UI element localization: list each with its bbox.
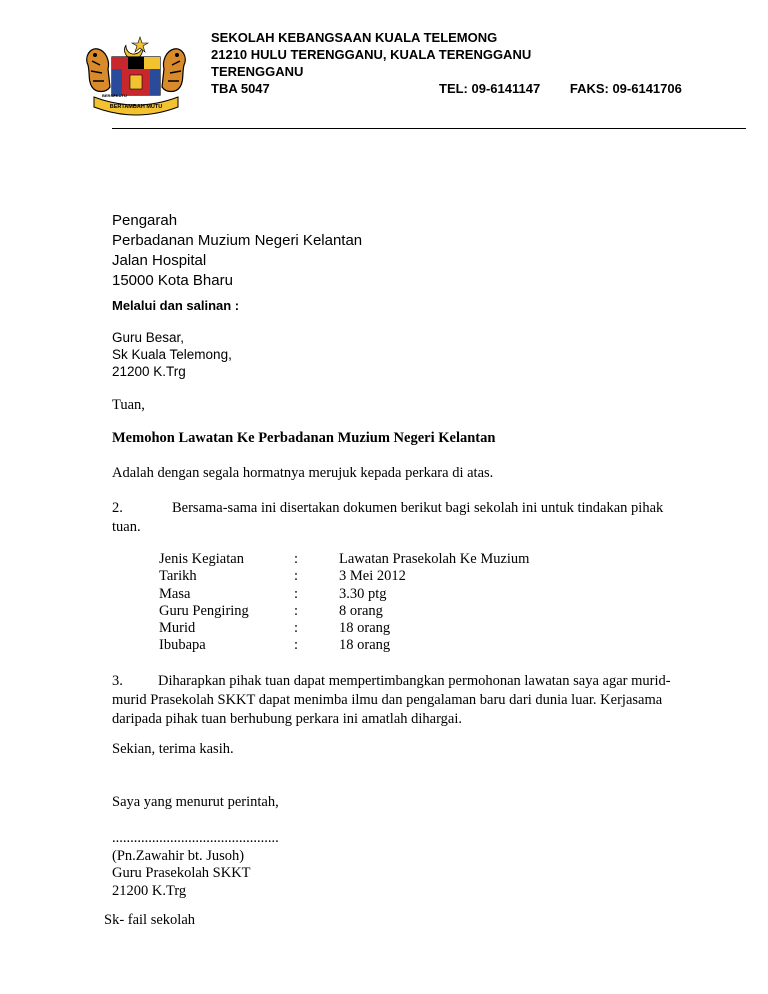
detail-label: Tarikh xyxy=(159,568,197,585)
detail-label: Murid xyxy=(159,620,196,637)
paragraph-text: Bersama-sama ini disertakan dokumen berikut bagi sekolah ini untuk tindakan pihak tuan. xyxy=(112,500,664,535)
recipient-line: Perbadanan Muzium Negeri Kelantan xyxy=(112,232,363,249)
left-tiger-icon xyxy=(87,49,110,92)
detail-value: 3.30 ptg xyxy=(339,585,387,602)
paragraph-number: 3. xyxy=(112,673,123,689)
subject-line: Memohon Lawatan Ke Perbadanan Muzium Negeri Kelantan xyxy=(112,430,496,446)
signatory-title: Guru Prasekolah SKKT xyxy=(112,865,251,881)
motto-ribbon xyxy=(94,93,178,115)
detail-value: 8 orang xyxy=(339,602,383,619)
detail-row xyxy=(159,637,529,654)
paragraph-1: Adalah dengan segala hormatnya merujuk kepada perkara di atas. xyxy=(112,465,494,481)
detail-separator: : xyxy=(294,551,299,567)
detail-value: 18 orang xyxy=(339,637,391,654)
carbon-copy: Sk- fail sekolah xyxy=(104,912,196,928)
contact-line xyxy=(211,80,682,97)
via-address xyxy=(112,329,232,380)
detail-separator: : xyxy=(294,602,299,619)
recipient-line: Pengarah xyxy=(112,212,178,229)
letterhead xyxy=(211,29,682,97)
detail-row xyxy=(159,568,529,585)
detail-value: Lawatan Prasekolah Ke Muzium xyxy=(339,551,530,567)
signature-intro: Saya yang menurut perintah, xyxy=(112,794,279,810)
school-address-line1: 21210 HULU TERENGGANU, KUALA TERENGGANU xyxy=(211,47,532,62)
school-address-line2: TERENGGANU xyxy=(211,64,304,79)
crest-motto: BERTAMBAH MUTU xyxy=(109,104,163,110)
visit-details-list xyxy=(159,551,529,655)
detail-row xyxy=(159,551,529,568)
paragraph-3 xyxy=(112,672,672,729)
paragraph-2 xyxy=(112,499,672,537)
recipient-line: 15000 Kota Bharu xyxy=(112,272,233,289)
detail-row xyxy=(159,620,529,637)
paragraph-text: Diharapkan pihak tuan dapat mempertimbangkan permohonan lawatan saya agar murid-murid Prasekolah SKKT dapat menimba ilmu dan pengalaman baru dari dunia luar. Kerjasama daripada pihak tuan berhubung perkara ini amatlah dihargai. xyxy=(112,673,671,727)
signatory-place: 21200 K.Trg xyxy=(112,882,187,899)
signature-line: .............................................. xyxy=(112,830,279,846)
telephone: TEL: 09-6141147 xyxy=(439,81,541,96)
detail-label: Ibubapa xyxy=(159,637,206,654)
detail-row xyxy=(159,603,529,620)
closing-line: Sekian, terima kasih. xyxy=(112,741,234,757)
detail-label: Guru Pengiring xyxy=(159,602,249,619)
recipient-address xyxy=(112,211,362,291)
detail-value: 18 orang xyxy=(339,620,391,637)
detail-separator: : xyxy=(294,620,299,637)
crescent-star-icon xyxy=(125,37,148,59)
detail-separator: : xyxy=(294,637,299,654)
detail-value: 3 Mei 2012 xyxy=(339,568,406,585)
salutation: Tuan, xyxy=(112,397,145,413)
state-crest-logo xyxy=(80,35,192,119)
detail-separator: : xyxy=(294,568,299,585)
detail-label: Jenis Kegiatan xyxy=(159,551,244,567)
right-tiger-icon xyxy=(162,49,185,92)
signatory-name: (Pn.Zawahir bt. Jusoh) xyxy=(112,847,245,864)
paragraph-number: 2. xyxy=(112,500,123,516)
shield-icon xyxy=(112,57,160,95)
recipient-line: Jalan Hospital xyxy=(112,252,207,269)
signature-block xyxy=(112,830,279,900)
detail-row xyxy=(159,586,529,603)
crest-motto-left: BERSEKUTU xyxy=(102,93,127,98)
header-divider xyxy=(112,128,746,129)
via-line: Guru Besar, xyxy=(112,330,185,345)
school-name: SEKOLAH KEBANGSAAN KUALA TELEMONG xyxy=(211,30,498,45)
detail-separator: : xyxy=(294,585,299,602)
via-title: Melalui dan salinan : xyxy=(112,298,240,313)
via-line: Sk Kuala Telemong, xyxy=(112,347,232,362)
via-line: 21200 K.Trg xyxy=(112,364,186,379)
school-code: TBA 5047 xyxy=(211,81,270,96)
fax: FAKS: 09-6141706 xyxy=(569,81,682,96)
detail-label: Masa xyxy=(159,585,191,602)
